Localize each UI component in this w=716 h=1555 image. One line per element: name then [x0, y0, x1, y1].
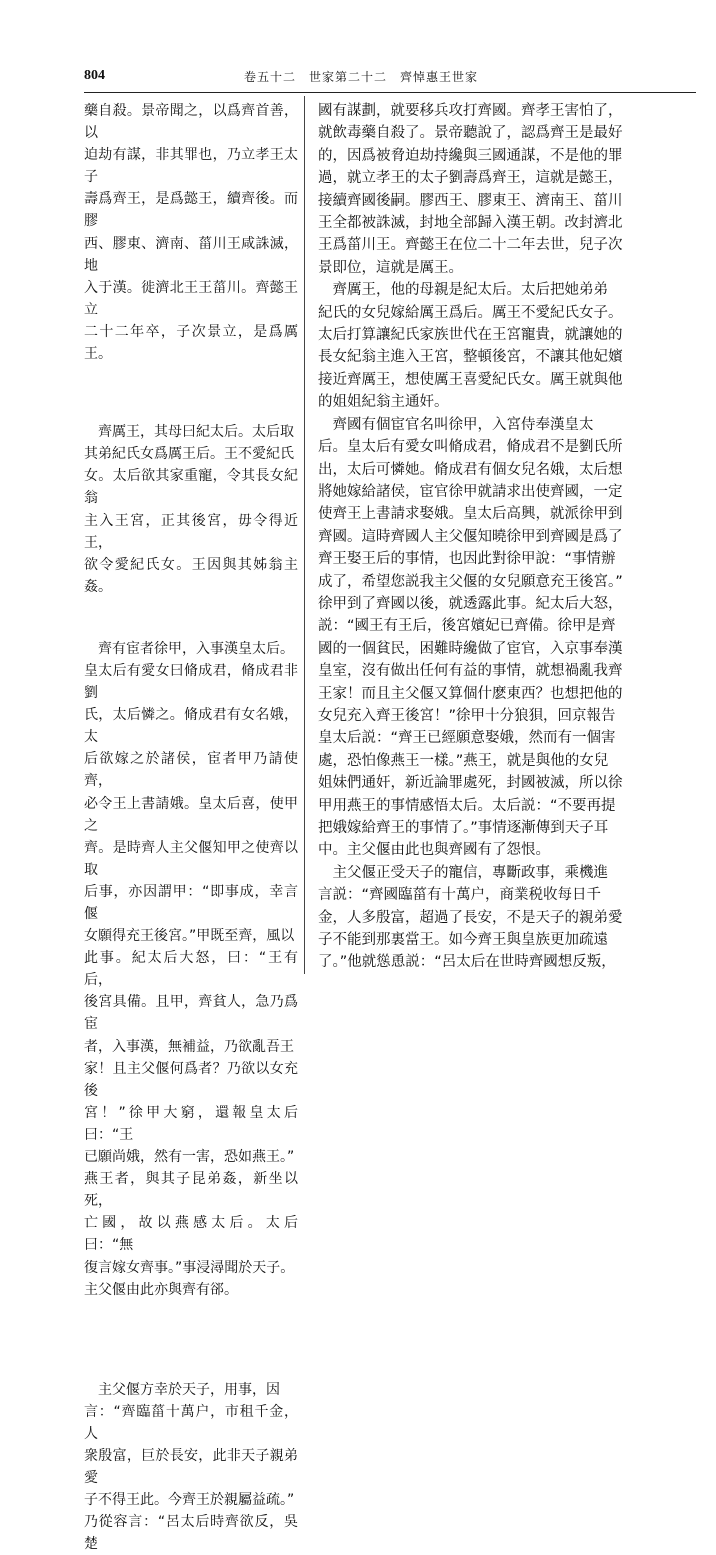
- classical-paragraph: 齊有宦者徐甲，入事漢皇太后。 皇太后有愛女曰脩成君，脩成君非劉 氏，太后憐之。脩成君有女名娥，太 后欲嫁之於諸侯，宦者甲乃請使齊， 必令王上書請娥。皇太后喜，使甲之 齊。是時齊人主父偃知甲之使齊以取 后事，亦因謂甲：“即事成，幸言偃 女願得充王後宮。”甲既至齊，風以 此事。紀太后大怒，曰：“王有后， 後宮具備。且甲，齊貧人，急乃爲宦 者，入事漢，無補益，乃欲亂吾王 家！且主父偃何爲者？乃欲以女充後 宮！”徐甲大窮，還報皇太后曰：“王 已願尚娥，然有一害，恐如燕王。” 燕王者，與其子昆弟姦，新坐以死， 亡國，故以燕感太后。太后曰：“無 復言嫁女齊事。”事浸潯聞於天子。 主父偃由此亦與齊有郤。: [84, 640, 298, 1298]
- running-title: 卷五十二 世家第二十二 齊悼惠王世家: [244, 70, 479, 84]
- translation-paragraph: 主父偃正受天子的寵信，專斷政事，乘機進 言説：“齊國臨菑有十萬户，商業税收每日千 金，人多殷富，超過了長安，不是天子的親弟愛 子不能到那裏當王。如今齊王與皇族更加疏遠 了。”他就慫恿説：“呂太后在世時齊國想反叛，: [318, 864, 623, 971]
- page-header: [84, 68, 696, 90]
- classical-paragraph: 齊厲王，其母曰紀太后。太后取 其弟紀氏女爲厲王后。王不愛紀氏 女。太后欲其家重寵，令其長女紀翁 主入王宮，正其後宮，毋令得近王， 欲令愛紀氏女。王因與其姊翁主姦。: [84, 424, 298, 595]
- classical-text-column: [84, 100, 298, 1555]
- header-rule: [84, 92, 696, 93]
- classical-paragraph: 主父偃方幸於天子，用事，因 言：“齊臨菑十萬户，市租千金，人 衆殷富，巨於長安，此非天子親弟愛 子不得王此。今齊王於親屬益疏。” 乃從容言：“呂太后時齊欲反，吳楚: [84, 1381, 298, 1553]
- classical-paragraph: 藥自殺。景帝聞之，以爲齊首善，以 迫劫有謀，非其罪也，乃立孝王太子 壽爲齊王，是爲懿王，續齊後。而膠 西、膠東、濟南、菑川王咸誅滅，地 入于漢。徙濟北王王菑川。齊懿王立 二十二年卒，子次景立，是爲厲王。: [84, 103, 298, 363]
- translation-column: [318, 100, 702, 974]
- translation-paragraph: 齊厲王，他的母親是紀太后。太后把她弟弟 紀氏的女兒嫁給厲王爲后。厲王不愛紀氏女子。 太后打算讓紀氏家族世代在王宮寵貴，就讓她的 長女紀翁主進入王宮，整頓後宮，不讓其他妃嬪 接近齊厲王，想使厲王喜愛紀氏女。厲王就與他 的姐姐紀翁主通奸。: [318, 282, 623, 411]
- translation-paragraph: 齊國有個宦官名叫徐甲，入宮侍奉漢皇太 后。皇太后有愛女叫脩成君，脩成君不是劉氏所 出，太后可憐她。脩成君有個女兒名娥，太后想 將她嫁給諸侯，宦官徐甲就請求出使齊國，一定 使齊王上書請求娶娥。皇太后高興，就派徐甲到 齊國。這時齊國人主父偃知曉徐甲到齊國是爲了 齊王娶王后的事情，也因此對徐甲說：“事情辦 成了，希望您説我主父偃的女兒願意充王後宮。” 徐甲到了齊國以後，就透露此事。紀太后大怒， 説：“國王有王后，後宮嬪妃已齊備。徐甲是齊 國的一個貧民，困難時纔做了宦官，入京事奉漢 皇室，沒有做出任何有益的事情，就想禍亂我齊 王家！而且主父偃又算個什麽東西？也想把他的 女兒充入齊王後宮！”徐甲十分狼狽，回京報告 皇太后説：“齊王已經願意娶娥，然而有一個害 處，恐怕像燕王一樣。”燕王，就是與他的女兒 姐妹們通奸，新近論罪處死，封國被滅，所以徐 甲用燕王的事情感悟太后。太后説：“不要再提 把娥嫁給齊王的事情了。”事情逐漸傳到天子耳 中。主父偃由此也與齊國有了怨恨。: [318, 416, 623, 859]
- page-number: 804: [84, 68, 105, 83]
- translation-paragraph: 國有謀劃，就要移兵攻打齊國。齊孝王害怕了， 就飲毒藥自殺了。景帝聽說了，認爲齊王是最好 的，因爲被脅迫劫持纔與三國通謀，不是他的罪 過，就立孝王的太子劉壽爲齊王，這就是懿王， 接續齊國後嗣。膠西王、膠東王、濟南王、菑川 王全都被誅滅，封地全部歸入漢王朝。改封濟北 王爲菑川王。齊懿王在位二十二年去世，兒子次 景即位，這就是厲王。: [318, 103, 623, 276]
- column-divider: [304, 96, 305, 974]
